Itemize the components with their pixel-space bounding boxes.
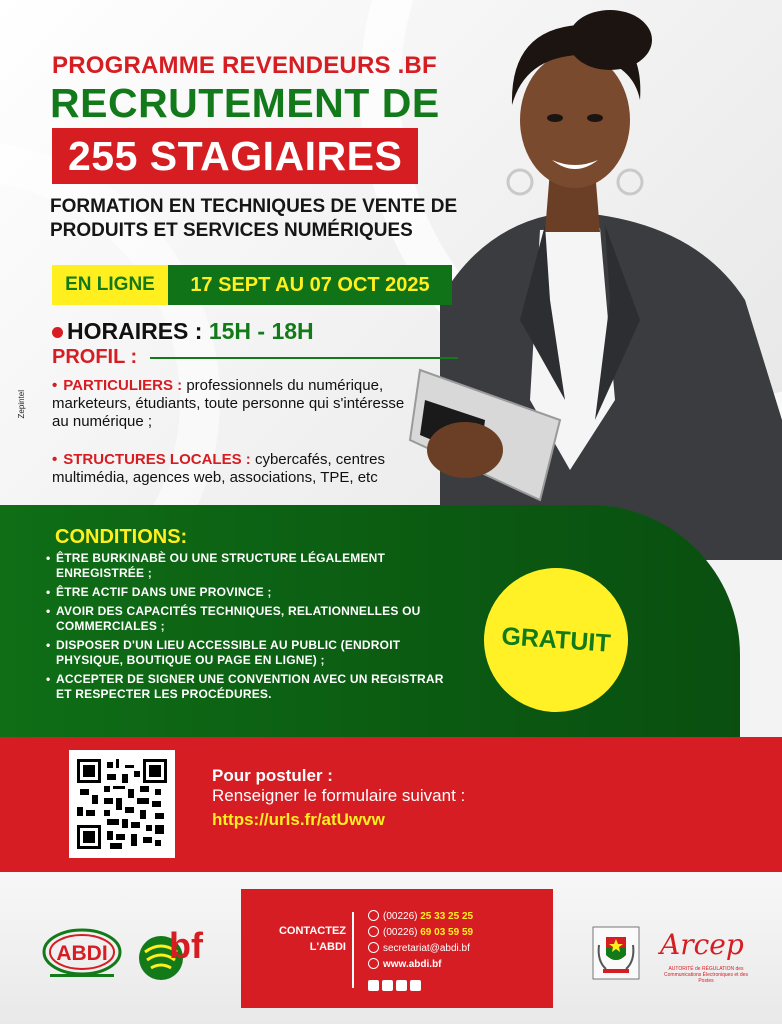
globe-icon xyxy=(368,958,379,969)
profile-item xyxy=(52,377,412,431)
contact-label-line: CONTACTEZ xyxy=(278,925,346,937)
dates-badge: 17 SEPT AU 07 OCT 2025 xyxy=(168,265,452,305)
profile-divider xyxy=(150,357,458,359)
contact-label-line: L'ABDI xyxy=(309,941,346,953)
profile-item-label: STRUCTURES LOCALES : xyxy=(63,451,255,468)
contact-email[interactable] xyxy=(368,942,470,956)
apply-link[interactable]: https://urls.fr/atUwvw xyxy=(212,810,385,829)
phone-number: 69 03 59 59 xyxy=(420,927,474,938)
profile-title: PROFIL : xyxy=(52,346,138,368)
contact-website[interactable] xyxy=(368,958,442,972)
apply-title: Pour postuler : xyxy=(212,766,333,785)
bf-logo-text: bf xyxy=(169,925,203,966)
profile-item-text: professionnels du numérique, marketeurs, étudiants, toute personne qui s'intéresse au numérique ; xyxy=(52,377,405,430)
profile-item-text: cybercafés, centres multimédia, agences web, associations, TPE, etc xyxy=(52,451,385,486)
contact-phone-2[interactable] xyxy=(368,926,473,940)
conditions-list xyxy=(46,551,456,706)
social-icons xyxy=(368,978,424,996)
recruit-heading: RECRUTEMENT DE xyxy=(50,80,440,126)
qr-code-icon xyxy=(77,758,167,850)
conditions-title: CONDITIONS: xyxy=(55,526,188,548)
bullet-dot-icon xyxy=(52,327,63,338)
abdi-logo-text: ABDI xyxy=(56,942,108,965)
whatsapp-icon xyxy=(368,926,379,937)
apply-subtitle: Renseigner le formulaire suivant : xyxy=(212,786,466,805)
contact-divider xyxy=(352,912,354,988)
email-text: secretariat@abdi.bf xyxy=(383,943,470,954)
program-title: PROGRAMME REVENDEURS .BF xyxy=(52,52,437,79)
side-watermark: Zepintel xyxy=(17,390,26,419)
condition-item: • ACCEPTER DE SIGNER UNE CONVENTION AVEC UN REGISTRAR ET RESPECTER LES PROCÉDURES. xyxy=(46,672,456,702)
youtube-icon[interactable] xyxy=(410,980,421,991)
website-text: www.abdi.bf xyxy=(383,959,442,970)
formation-description: FORMATION EN TECHNIQUES DE VENTE DE PRODUITS ET SERVICES NUMÉRIQUES xyxy=(50,196,458,241)
contact-label xyxy=(258,923,346,955)
online-badge: EN LIGNE xyxy=(52,265,168,305)
mail-icon xyxy=(368,942,379,953)
hours-line xyxy=(52,318,314,345)
phone-icon xyxy=(368,910,379,921)
bullet-icon: • xyxy=(52,377,58,394)
coat-of-arms-icon xyxy=(591,925,641,981)
arcep-subtitle: AUTORITÉ de RÉGULATION des Communications Électroniques et des Postes xyxy=(664,966,748,984)
phone-prefix: (00226) xyxy=(383,927,421,938)
qr-code[interactable] xyxy=(69,750,175,858)
profile-item-label: PARTICULIERS : xyxy=(63,377,187,394)
condition-item: • ÊTRE BURKINABÈ OU UNE STRUCTURE LÉGALEMENT ENREGISTRÉE ; xyxy=(46,551,456,581)
bf-logo xyxy=(135,918,215,986)
profile-item xyxy=(52,451,452,487)
x-icon[interactable] xyxy=(396,980,407,991)
woman-photo xyxy=(400,0,782,560)
hours-value: 15H - 18H xyxy=(208,318,314,344)
condition-item: • ÊTRE ACTIF DANS UNE PROVINCE ; xyxy=(46,585,456,600)
phone-prefix: (00226) xyxy=(383,911,421,922)
condition-item: • DISPOSER D'UN LIEU ACCESSIBLE AU PUBLIC (ENDROIT PHYSIQUE, BOUTIQUE OU PAGE EN LIGNE) ; xyxy=(46,638,456,668)
abdi-logo xyxy=(42,928,122,980)
free-badge: GRATUIT xyxy=(479,563,633,717)
trainee-count-box: 255 STAGIAIRES xyxy=(52,128,418,184)
condition-item: • AVOIR DES CAPACITÉS TECHNIQUES, RELATIONNELLES OU COMMERCIALES ; xyxy=(46,604,456,634)
instagram-icon[interactable] xyxy=(382,980,393,991)
phone-number: 25 33 25 25 xyxy=(420,911,474,922)
facebook-icon[interactable] xyxy=(368,980,379,991)
bullet-icon: • xyxy=(52,451,58,468)
contact-phone-1[interactable] xyxy=(368,910,473,924)
hours-label: HORAIRES : xyxy=(67,318,209,344)
arcep-logo-text: Arcep xyxy=(660,928,744,961)
